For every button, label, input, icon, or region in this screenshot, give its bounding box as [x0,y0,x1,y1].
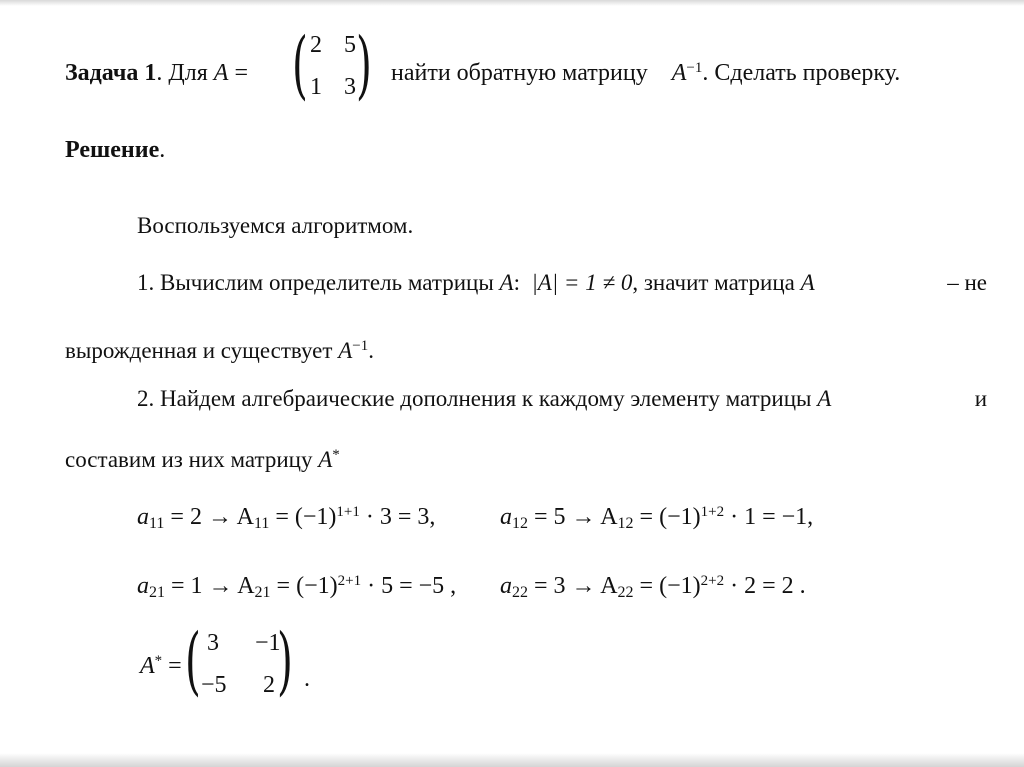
result-right-paren: ) [277,618,293,704]
task-text: найти обратную матрицу [391,60,648,86]
formula-a12 [500,504,813,531]
f22-lhs: a [500,573,512,599]
step1-inv: A [338,338,353,363]
f21-sub: 21 [149,584,165,601]
f21-pow: 2+1 [337,572,362,589]
result-end: . [304,666,310,692]
f22-sub: 22 [512,584,528,601]
step2-star: A [318,447,333,472]
f21-mid: = 1 → A [165,573,255,599]
step2-star-sup: * [332,446,340,463]
step1-var: A [499,270,514,295]
step2-line2-text: составим из них матрицу [65,447,313,472]
matrix-cell-11: 2 [310,32,322,58]
top-shadow [0,0,1024,6]
task-matrix [292,22,384,110]
result-matrix [185,618,305,708]
matrix-cell-12: 5 [344,32,356,58]
result-eq: = [162,653,182,679]
step2-line1 [137,386,987,412]
task-var-a: A [213,60,229,86]
formula-a21 [137,573,456,600]
f12-mid: = 5 → A [528,504,618,530]
formula-a11 [137,504,435,531]
step2-var: A [817,386,832,411]
result-sup: * [154,652,163,669]
task-inverse-sup: −1 [686,59,703,76]
result-var: A [140,653,155,679]
result-cell-22: 2 [263,672,275,698]
task-eq: = [228,60,248,86]
step1-text-a: 1. Вычислим определитель матрицы [137,270,494,295]
result-lhs [140,653,182,680]
result-left-paren: ( [185,618,201,704]
intro-text: Воспользуемся алгоритмом. [137,213,414,238]
bottom-shadow [0,753,1024,767]
f22-rest: = (−1) [633,573,701,599]
f11-tail: · 3 = 3, [359,504,436,530]
task-title: Задача 1 [65,60,157,86]
f21-tail: · 5 = −5 , [361,573,457,599]
f22-mid: = 3 → A [528,573,618,599]
f12-sub: 12 [512,515,528,532]
f22-pow: 2+2 [700,572,725,589]
f11-lhs: a [137,504,149,530]
matrix-cell-22: 3 [344,74,356,100]
step2-line2 [65,447,340,473]
step1-inv-sup: −1 [352,337,369,354]
step1-colon: : [513,270,520,295]
solution-heading [65,137,165,164]
f11-pow: 1+1 [336,503,360,520]
right-paren: ) [356,22,372,108]
step1-text-c: – не [947,270,987,295]
formula-a22 [500,573,806,600]
step1-dot: . [368,338,374,363]
f12-tail: · 1 = −1, [724,504,814,530]
task-end: . Сделать проверку. [702,60,901,86]
f11-mid: = 2 → A [164,504,254,530]
f21-lhs: a [137,573,149,599]
f12-lhs: a [500,504,512,530]
step1-var2: A [800,270,815,295]
left-paren: ( [292,22,308,108]
f22-sub2: 22 [617,584,634,601]
solution-dot: . [159,137,166,163]
f11-rest: = (−1) [269,504,337,530]
f12-rest: = (−1) [633,504,701,530]
result-cell-11: 3 [207,630,219,656]
result-cell-21: −5 [201,672,227,698]
solution-title: Решение [65,137,160,163]
step2-end: и [974,386,987,411]
f12-sub2: 12 [617,515,634,532]
step2-text: 2. Найдем алгебраические дополнения к каждому элементу матрицы [137,386,812,411]
step1-text-b: , значит матрица [632,270,795,295]
step1-line2 [65,338,374,364]
result-cell-12: −1 [255,630,281,656]
f11-sub2: 11 [253,515,270,532]
step1-line1 [137,270,987,296]
task-text-line [391,60,900,87]
task-for: . Для [156,60,214,86]
f21-sub2: 21 [254,584,271,601]
step1-det: |A| = 1 ≠ 0 [531,270,633,295]
f12-pow: 1+2 [700,503,725,520]
f22-tail: · 2 = 2 . [724,573,806,599]
task-inverse: A [671,60,687,86]
task-heading [65,60,248,87]
step1-line2-text: вырожденная и существует [65,338,333,363]
matrix-cell-21: 1 [310,74,322,100]
f21-rest: = (−1) [270,573,338,599]
f11-sub: 11 [149,515,165,532]
